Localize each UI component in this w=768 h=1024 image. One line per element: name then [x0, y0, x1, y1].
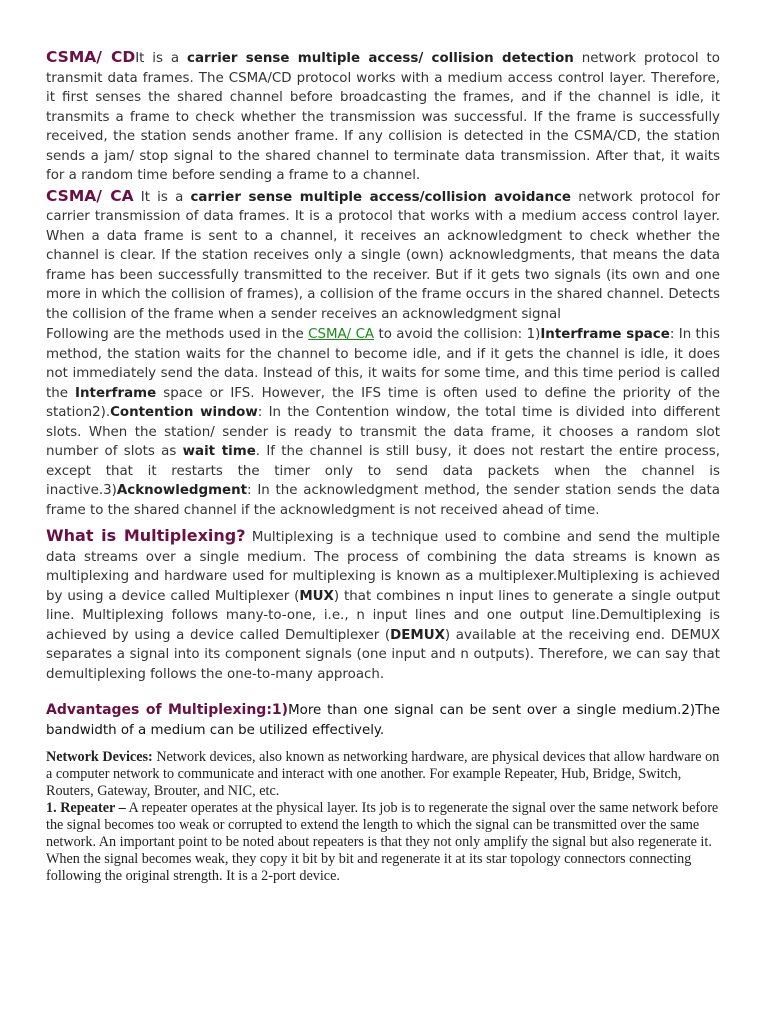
- multiplexing-heading: What is Multiplexing?: [46, 526, 246, 545]
- methods-text-6: . If the channel is still busy, it does not restart the entire process, except that it restarts the timer only to send data packets when the channel is inactive.3): [46, 444, 720, 498]
- csmaca-body: network protocol for carrier transmission of data frames. It is a protocol that works with a medium access control layer. When a data frame is sent to a channel, it receives an acknowledgment to check whether the channel is clear. If the station receives only a single (own) acknowledgments, that means the data frame has been successfully transmitted to the receiver. But if it gets two signals (its own and one more in which the collision of frames), a collision of the frame occurs in the shared channel. Detects the collision of the frame when a sender receives an acknowledgment signal: [46, 189, 720, 322]
- methods-text-1: Following are the methods used in the: [46, 327, 309, 342]
- methods-text-5: : In the Contention window, the total time is divided into different slots. When the station/ sender is ready to transmit the data frame, it chooses a random slot number of slots as: [46, 405, 720, 459]
- csmaca-paragraph: [46, 187, 720, 325]
- csmacd-term: carrier sense multiple access/ collision detection: [187, 51, 574, 66]
- methods-paragraph: [46, 325, 720, 520]
- contention-window-term: Contention window: [110, 405, 258, 420]
- repeater-term: 1. Repeater –: [46, 800, 126, 816]
- multiplexing-text-1: Multiplexing is a technique used to combine and send the multiple data streams over a single medium. The process of combining the data streams is known as multiplexing and hardware used for multiplexing is known as a multiplexer.Multiplexing is achieved by using a device called Multiplexer (: [46, 530, 720, 604]
- network-devices-term: Network Devices:: [46, 749, 153, 765]
- csmaca-pre: It is a: [133, 189, 191, 205]
- interframe-space-term: Interframe space: [540, 327, 670, 342]
- methods-text-7: : In the acknowledgment method, the sender station sends the data frame to the shared channel if the acknowledgment is not received ahead of time.: [46, 483, 720, 518]
- acknowledgment-term: Acknowledgment: [116, 483, 248, 498]
- document-page: [46, 48, 720, 885]
- methods-text-4: space or IFS. However, the IFS time is often used to define the priority of the station2).: [46, 385, 720, 420]
- methods-text-2: to avoid the collision: 1): [374, 327, 541, 342]
- csmaca-term: carrier sense multiple access/collision avoidance: [190, 189, 572, 205]
- advantages-paragraph: [46, 701, 720, 740]
- wait-time-term: wait time: [182, 444, 256, 459]
- repeater-text: A repeater operates at the physical layer. Its job is to regenerate the signal over the same network before the signal becomes too weak or corrupted to extend the length to which the signal can be transmitted over the same network. An important point to be noted about repeaters is that they not only amplify the signal but also regenerate it. When the signal becomes weak, they copy it bit by bit and regenerate it at its star topology connectors connecting following the original strength. It is a 2-port device.: [46, 800, 719, 884]
- methods-text-3: : In this method, the station waits for the channel to become idle, and if it gets the channel is idle, it does not immediately send the data. Instead of this, it waits for some time, and this time period is called the: [46, 327, 720, 401]
- csmaca-link[interactable]: CSMA/ CA: [308, 327, 375, 342]
- csmacd-heading: CSMA/ CD: [46, 48, 136, 66]
- multiplexing-text-2: ) that combines n input lines to generate a single output line. Multiplexing follows many-to-one, i.e., n input lines and one output line.Demultiplexing is achieved by using a device called Demultiplexer (: [46, 588, 720, 643]
- network-devices-text: Network devices, also known as networking hardware, are physical devices that allow hardware on a computer network to communicate and interact with one another. For example Repeater, Hub, Bridge, Switch, Routers, Gateway, Brouter, and NIC, etc.: [46, 749, 720, 799]
- demux-term: DEMUX: [390, 627, 445, 643]
- network-devices-paragraph: [46, 749, 720, 885]
- csmacd-pre: It is a: [135, 51, 188, 66]
- multiplexing-paragraph: [46, 526, 720, 684]
- interframe-term: Interframe: [75, 385, 157, 401]
- advantages-body: More than one signal can be sent over a single medium.2)The bandwidth of a medium can be utilized effectively.: [46, 703, 720, 738]
- csmacd-paragraph: [46, 48, 720, 186]
- multiplexing-text-3: ) available at the receiving end. DEMUX separates a signal into its component signals (one input and n outputs). Therefore, we can say that demultiplexing follows the one-to-many approach.: [46, 627, 720, 682]
- mux-term: MUX: [299, 588, 334, 604]
- csmaca-heading: CSMA/ CA: [46, 186, 134, 205]
- advantages-heading: Advantages of Multiplexing:1): [46, 702, 289, 718]
- csmacd-body: network protocol to transmit data frames. The CSMA/CD protocol works with a medium access control layer. Therefore, it first senses the shared channel before broadcasting the frames, and if the channel is idle, it transmits a frame to check whether the transmission was successful. If the frame is successfully received, the station sends another frame. If any collision is detected in the CSMA/CD, the station sends a jam/ stop signal to the shared channel to terminate data transmission. After that, it waits for a random time before sending a frame to a channel.: [46, 51, 721, 183]
